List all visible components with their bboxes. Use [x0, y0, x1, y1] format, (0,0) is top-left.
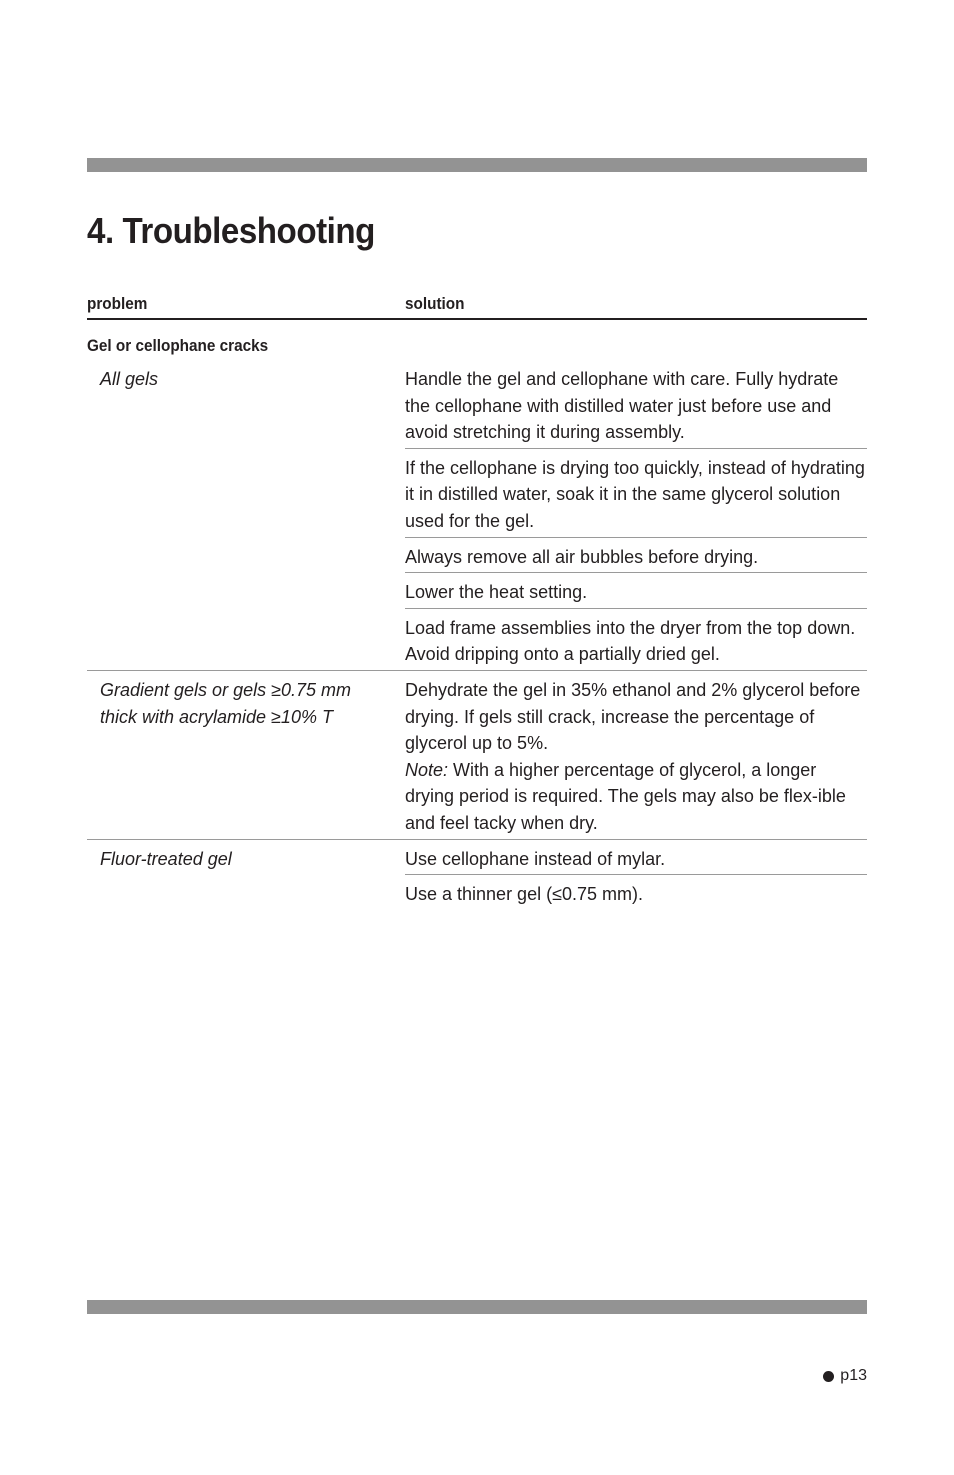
solution-list [405, 840, 867, 910]
solution-item: If the cellophane is drying too quickly, instead of hydrating it in distilled water, soak it in the same glycerol solution used for the gel. [405, 449, 867, 538]
solution-list [405, 671, 867, 839]
page-number: p13 [840, 1367, 867, 1384]
bullet-icon [823, 1371, 834, 1382]
table-row [87, 840, 867, 910]
solution-item: Use cellophane instead of mylar. [405, 840, 867, 876]
problem-cell: All gels [100, 369, 159, 389]
table-row [87, 671, 867, 840]
page-title: 4. Troubleshooting [87, 210, 375, 251]
table-header [87, 292, 867, 320]
problem-cell: Fluor-treated gel [100, 848, 232, 869]
header-solution: solution [405, 294, 465, 313]
solution-text: Dehydrate the gel in 35% ethanol and 2% glycerol before drying. If gels still crack, increase the percentage of glycerol up to 5%. [405, 679, 861, 754]
solution-item: Lower the heat setting. [405, 573, 867, 609]
solution-list [405, 360, 867, 670]
header-problem: problem [87, 294, 148, 313]
solution-item: Handle the gel and cellophane with care. Fully hydrate the cellophane with distilled water just before use and avoid stretching it during assembly. [405, 360, 867, 449]
page-footer [823, 1367, 867, 1385]
bottom-rule-bar [87, 1300, 867, 1314]
solution-item: Always remove all air bubbles before drying. [405, 538, 867, 574]
problem-cell: Gradient gels or gels ≥0.75 mm thick with acrylamide ≥10% T [100, 679, 351, 727]
table-row [87, 360, 867, 671]
note-text: With a higher percentage of glycerol, a longer drying period is required. The gels may also be flex-ible and feel tacky when dry. [405, 759, 846, 833]
solution-item: Use a thinner gel (≤0.75 mm). [405, 884, 643, 905]
troubleshooting-table [87, 292, 867, 910]
solution-item [405, 671, 867, 839]
solution-item: Load frame assemblies into the dryer from the top down. Avoid dripping onto a partially dried gel. [405, 617, 856, 665]
top-rule-bar [87, 158, 867, 172]
note-label: Note: [405, 759, 449, 780]
category-heading: Gel or cellophane cracks [87, 336, 269, 355]
